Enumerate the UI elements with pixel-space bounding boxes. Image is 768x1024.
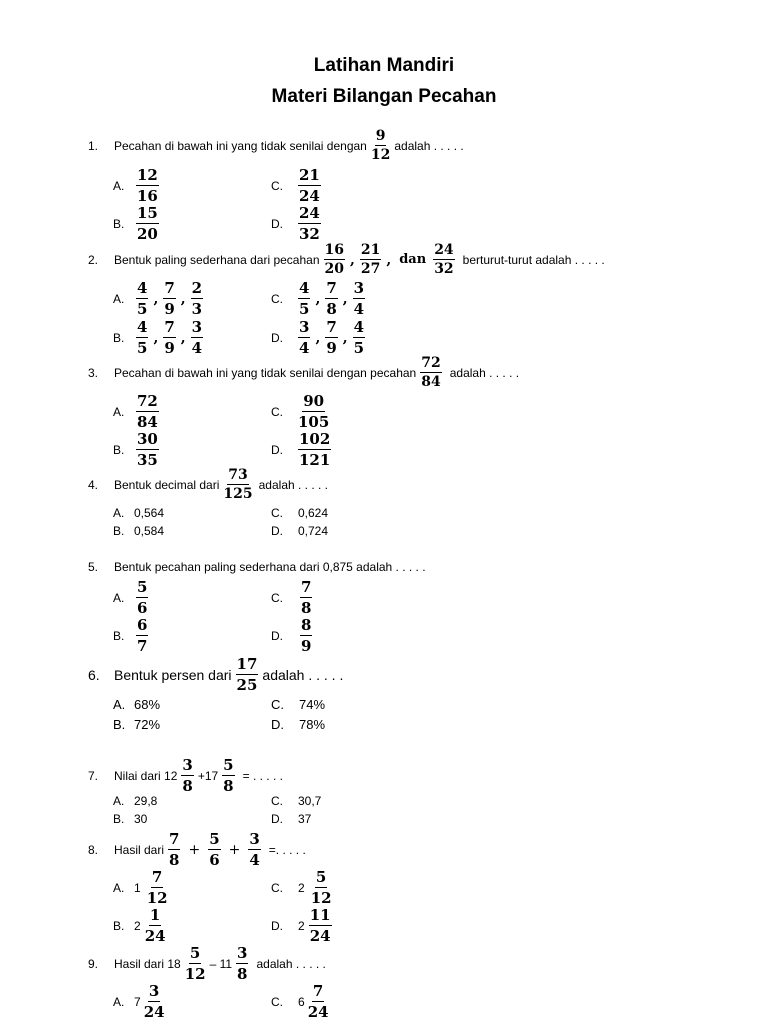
fraction: 7 8 [169, 830, 180, 869]
fraction: $\frac{3}{4}$ [249, 830, 260, 869]
option-a: A. 7 3 24 [113, 982, 165, 1021]
fraction: 5 12 [184, 944, 206, 983]
question-text: Pecahan di bawah ini yang tidak senilai dengan pecahan [114, 365, 417, 380]
question-text: Bentuk pecahan paling sederhana dari 0,875 adalah . . . . . [114, 560, 426, 574]
option-d: D. 8 9 [271, 616, 312, 655]
option-c: C. 0,624 [271, 506, 329, 520]
option-a: A. 72 84 [113, 392, 158, 431]
question-tail: adalah . . . . . [394, 138, 464, 153]
fraction: 24 32 [299, 204, 320, 243]
fraction: 17 25 [236, 655, 258, 694]
fraction: 9 12 [370, 128, 391, 163]
question-number: 4. [88, 477, 99, 492]
option-d: D. 102 121 [271, 430, 331, 469]
option-b: B. 15 20 [113, 204, 158, 243]
question-number: 3. [88, 365, 99, 380]
question-5 [88, 560, 428, 574]
question-tail: adalah . . . . . [262, 666, 344, 683]
option-b: B. 2 1 24 [113, 906, 166, 945]
question-6 [88, 655, 345, 694]
fraction: 15 20 [137, 204, 158, 243]
question-9: 9. Hasil dari 18 5 12 – 11 3 8 adalah . . . . . [88, 944, 326, 983]
question-text: Bentuk persen dari [114, 666, 232, 683]
question-text: Hasil dari 18 [114, 956, 181, 971]
fraction: 72 84 [421, 355, 441, 390]
fraction: 24 32 [434, 242, 454, 277]
fraction: 3 8 [237, 944, 248, 983]
question-number: 6. [88, 666, 100, 683]
page-title: Latihan Mandiri [313, 55, 455, 76]
question-2: 2. Bentuk paling sederhana dari pecahan 16 20 , 21 27 , dan 24 32 berturut-turut adalah . . . . . [88, 242, 605, 277]
question-number: 2. [88, 252, 99, 267]
option-c: C. 4 5 , 7 8 , 3 4 [271, 279, 365, 318]
question-tail: =. . . . . [268, 842, 306, 857]
option-a: A. 4 5 , 7 9 , 2 3 [113, 279, 203, 318]
option-c: C. 90 105 [271, 392, 330, 431]
question-text: Bentuk decimal dari [114, 477, 220, 492]
fraction: 90 105 [298, 392, 330, 431]
question-7: 7. Nilai dari 12 3 8 +17 $\frac{5}{8}$ = . . . . . [88, 756, 283, 795]
fraction: 5 6 [137, 578, 148, 617]
question-text: Pecahan di bawah ini yang tidak senilai dengan [114, 138, 367, 153]
question-tail: adalah . . . . . [449, 365, 520, 380]
question-text: Hasil dari [114, 842, 165, 857]
option-b: B. 6 7 [113, 616, 148, 655]
option-a: A. 1 7 12 [113, 868, 168, 907]
fraction: 12 16 [137, 166, 158, 205]
fraction: 16 20 [324, 242, 344, 277]
fraction: 8 9 [301, 616, 312, 655]
option-b: B. 4 5 , 7 9 , 3 4 [113, 318, 203, 357]
question-1 [88, 128, 466, 163]
page-subtitle: Materi Bilangan Pecahan [271, 86, 497, 107]
option-d: D. 24 32 [271, 204, 320, 243]
question-number: 1. [88, 138, 99, 153]
question-4 [88, 467, 330, 502]
option-d: D. 0,724 [271, 524, 329, 538]
option-b: B. 0,584 [113, 524, 165, 538]
conjunction: dan [399, 252, 427, 267]
option-d: D. 78% [271, 717, 326, 732]
fraction: $\frac{5}{8}$ [223, 756, 234, 795]
question-tail: adalah . . . . . [256, 956, 326, 971]
option-b: B. 30 35 [113, 430, 158, 469]
option-a: A. 5 6 [113, 578, 148, 617]
fraction: 72 84 [137, 392, 158, 431]
option-a: A. 68% [113, 697, 161, 712]
question-number: 5. [88, 560, 99, 574]
question-text: Bentuk paling sederhana dari pecahan [114, 252, 320, 267]
option-c: C. 6 7 24 [271, 982, 329, 1021]
question-3 [88, 355, 521, 390]
fraction: 6 7 [137, 616, 148, 655]
fraction: 7 8 [301, 578, 312, 617]
option-c: C. 74% [271, 697, 326, 712]
option-b: B. 72% [113, 717, 161, 732]
option-d: D. 2 11 24 [271, 906, 331, 945]
question-number: 9. [88, 956, 99, 971]
option-c: C. 2 5 12 [271, 868, 332, 907]
fraction: 21 24 [299, 166, 320, 205]
question-tail: = . . . . . [242, 768, 283, 783]
option-d: D. 37 [271, 812, 312, 826]
option-a: A. 0,564 [113, 506, 165, 520]
option-d: D. 3 4 , 7 9 , 4 5 [271, 318, 365, 357]
option-b: B. 30 [113, 812, 148, 826]
fraction: 21 27 [360, 242, 381, 277]
question-8: 8. Hasil dari 7 8 + $\frac{5}{6}$ + $\frac{3}{4}$ =. . . . . [88, 830, 306, 869]
question-tail: berturut-turut adalah . . . . . [462, 252, 605, 267]
fraction: 3 8 [182, 756, 193, 795]
question-number: 8. [88, 842, 99, 857]
option-a: A. 29,8 [113, 794, 158, 808]
question-tail: adalah . . . . . [258, 477, 328, 492]
fraction: 102 121 [299, 430, 331, 469]
question-number: 7. [88, 768, 99, 783]
option-c: C. 7 8 [271, 578, 312, 617]
fraction: 73 125 [223, 467, 253, 502]
option-a: A. 12 16 [113, 166, 158, 205]
question-text: Nilai dari 12 [114, 768, 178, 783]
fraction: $\frac{5}{6}$ [209, 830, 220, 869]
option-c: C. 21 24 [271, 166, 320, 205]
fraction: 30 35 [137, 430, 158, 469]
option-c: C. 30,7 [271, 794, 322, 808]
